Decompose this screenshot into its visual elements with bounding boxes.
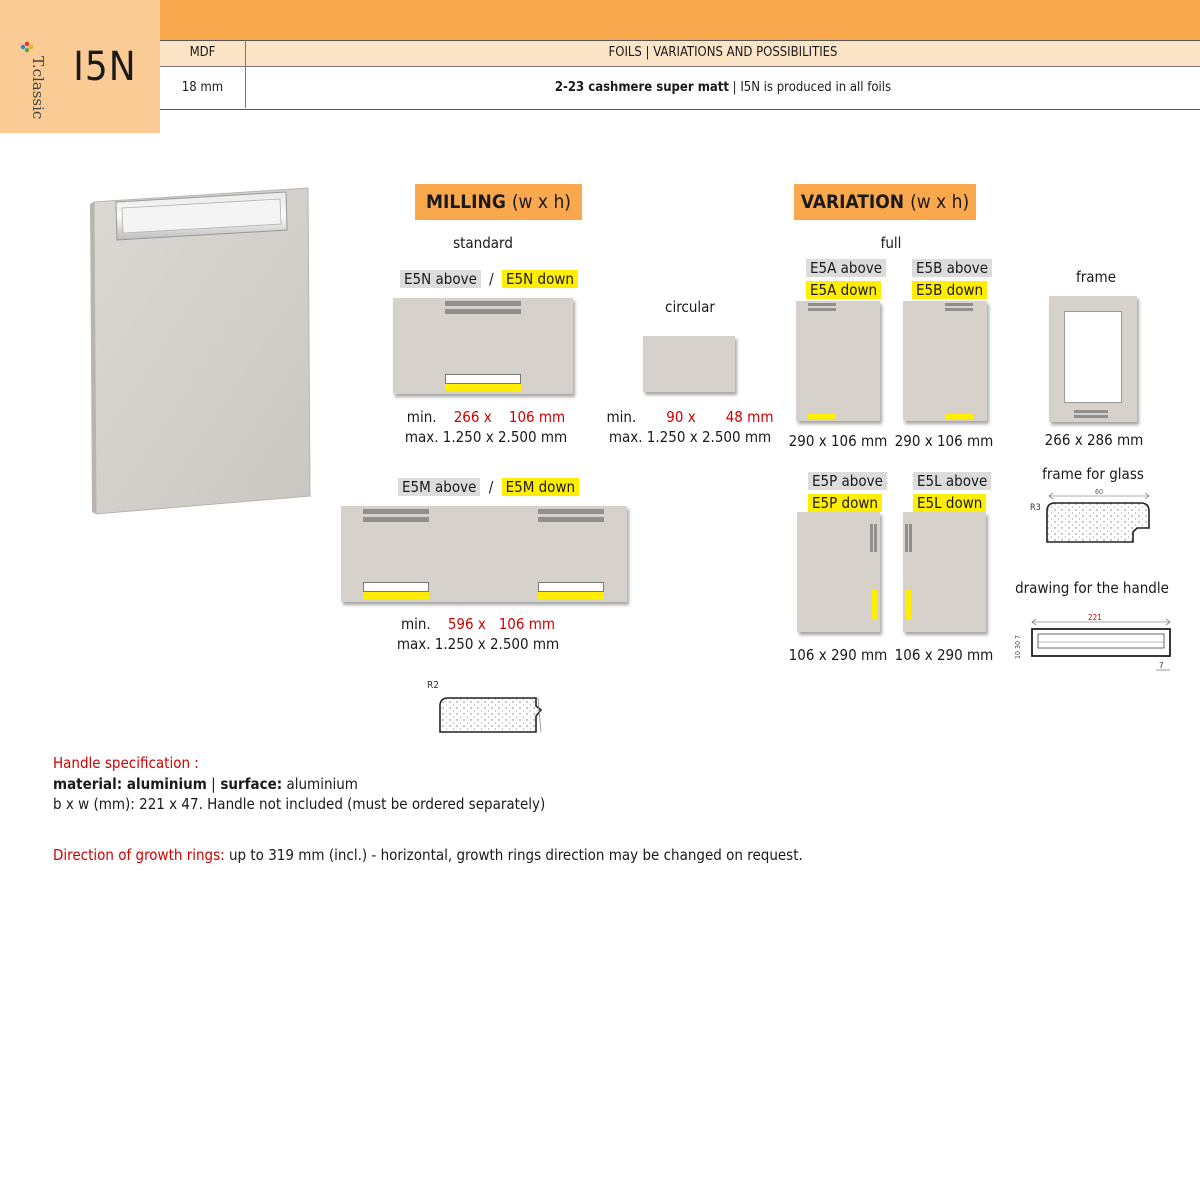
frame-label: frame [1075,268,1116,286]
product-code: I5N [73,44,137,90]
logo-dot-blue [21,45,25,49]
frame-opening [1064,311,1122,403]
handle-material-line [53,775,358,793]
e5m-min-line [385,614,571,634]
e5p-slot-top-2 [874,524,877,552]
logo-dot-green [25,48,29,52]
e5n-labels [400,270,578,288]
e5b-down-label: E5B down [912,281,987,299]
handle-dimensions-line: b x w (mm): 221 x 47. Handle not included (must be ordered separately) [53,795,546,813]
e5n-above-label: E5N above [400,270,481,288]
e5p-labels [808,472,883,512]
e5l-slot-top-2 [909,524,912,552]
frame-slot-1 [1074,410,1108,413]
e5l-panel [903,512,986,632]
logo-dot-yellow [29,45,33,49]
e5l-above-label: E5L above [913,472,991,490]
e5m-above-label: E5M above [398,478,480,496]
e5n-max: max. 1.250 x 2.500 mm [404,428,568,446]
foil-name: 2-23 cashmere super matt [554,80,729,95]
e5n-min-height: 106 mm [508,408,566,426]
material-value: aluminium [122,775,207,793]
logo-dot-red [25,42,29,46]
e5m-slot-bottom-left-highlight [363,592,429,599]
e5a-size: 290 x 106 mm [788,432,888,450]
e5l-size: 106 x 290 mm [894,646,994,664]
e5n-slot-top-1 [445,301,521,306]
e5m-slot-top-right-1 [538,509,604,514]
handle-dims-vertical: 10 30 7 [1014,634,1022,659]
r2-label: R2 [427,680,439,691]
r2-profile-drawing [420,676,550,738]
e5m-slot-bottom-right-highlight [538,592,604,599]
e5n-min-label: min. [406,408,437,426]
e5p-size: 106 x 290 mm [788,646,888,664]
slash: / [489,270,494,288]
e5p-panel [797,512,880,632]
circ-min-label: min. [606,408,637,426]
e5n-slot-bottom [445,374,521,384]
e5a-panel [796,301,880,421]
growth-label: Direction of growth rings: [53,846,225,864]
e5n-slot-top-2 [445,309,521,314]
growth-rings-line [53,846,803,864]
material-label: material: [53,775,123,793]
circ-min-line [602,407,778,427]
variation-title-sub: (w x h) [910,191,970,213]
foil-note: | I5N is produced in all foils [728,80,892,95]
header-band [160,0,1200,40]
growth-text: up to 319 mm (incl.) - horizontal, growth rings direction may be changed on request. [224,846,803,864]
frame-glass-label: frame for glass [1042,465,1144,483]
e5b-slot-bottom [945,414,973,419]
e5m-panel [341,506,627,602]
variation-title: VARIATION [800,191,905,213]
e5m-slot-top-left-1 [363,509,429,514]
frame-panel [1049,296,1137,422]
variation-tag [794,184,976,220]
e5a-slot-top-2 [808,308,836,311]
frame-slot-2 [1074,415,1108,418]
e5m-min-label: min. [400,615,431,633]
e5a-slot-top-1 [808,303,836,306]
e5b-above-label: E5B above [912,259,992,277]
brand-logo [14,36,47,120]
e5p-above-label: E5P above [808,472,887,490]
e5l-slot-bottom [906,590,911,620]
full-label: full [880,234,902,252]
e5m-slot-bottom-right [538,582,604,592]
e5b-slot-top-1 [945,303,973,306]
e5n-min-line [393,407,579,427]
e5l-slot-top-1 [905,524,908,552]
surface-label: surface: [215,775,283,793]
e5p-slot-bottom [872,590,877,620]
door-illustration [88,180,320,520]
e5n-panel [393,298,573,394]
frame-glass-width: 60 [1095,488,1104,496]
thickness-value: 18 mm [181,80,224,95]
circular-dimensions [602,407,778,447]
e5n-min-width: 266 x [453,408,492,426]
foil-value [246,80,1200,95]
e5m-max: max. 1.250 x 2.500 mm [396,635,560,653]
e5m-slot-top-right-2 [538,517,604,522]
e5m-min-height: 106 mm [498,615,556,633]
e5b-panel [903,301,987,421]
milling-title-sub: (w x h) [511,191,571,213]
circular-panel [643,336,735,392]
circ-min-height: 48 mm [725,408,774,426]
col-material-heading: MDF [189,45,216,60]
slash: / [488,478,494,496]
brand-name: T.classic [29,56,47,120]
surface-value: aluminium [282,775,358,793]
e5a-down-label: E5A down [806,281,881,299]
e5a-above-label: E5A above [806,259,886,277]
e5m-dimensions [385,614,571,654]
e5l-down-label: E5L down [913,494,986,512]
frame-glass-profile-drawing [1025,484,1155,546]
e5m-slot-bottom-left [363,582,429,592]
e5p-down-label: E5P down [808,494,882,512]
e5m-down-label: E5M down [502,478,579,496]
col-foils-heading: FOILS | VARIATIONS AND POSSIBILITIES [608,45,838,60]
milling-title: MILLING [426,191,506,213]
handle-length: 221 [1088,613,1102,622]
spec-separator: | [206,775,216,793]
e5a-slot-bottom [808,414,836,419]
e5n-dimensions [393,407,579,447]
e5l-labels [913,472,988,512]
standard-label: standard [453,234,513,252]
e5n-slot-bottom-highlight [445,384,521,391]
milling-tag [415,184,582,220]
e5b-labels [912,259,989,299]
e5b-slot-top-2 [945,308,973,311]
handle-drawing-label: drawing for the handle [1015,579,1169,597]
handle-dim-7: 7 [1159,661,1164,670]
e5p-slot-top-1 [870,524,873,552]
circ-max: max. 1.250 x 2.500 mm [608,428,772,446]
frame-size: 266 x 286 mm [1044,431,1144,449]
e5m-min-width: 596 x [447,615,486,633]
e5b-size: 290 x 106 mm [894,432,994,450]
e5n-down-label: E5N down [502,270,578,288]
handle-spec-heading: Handle specification : [53,754,199,772]
circular-label: circular [665,298,715,316]
e5m-labels [398,478,579,496]
circ-min-width: 90 x [666,408,696,426]
handle-drawing [1010,612,1175,682]
e5a-labels [806,259,883,299]
e5m-slot-top-left-2 [363,517,429,522]
frame-glass-radius: R3 [1030,503,1041,513]
